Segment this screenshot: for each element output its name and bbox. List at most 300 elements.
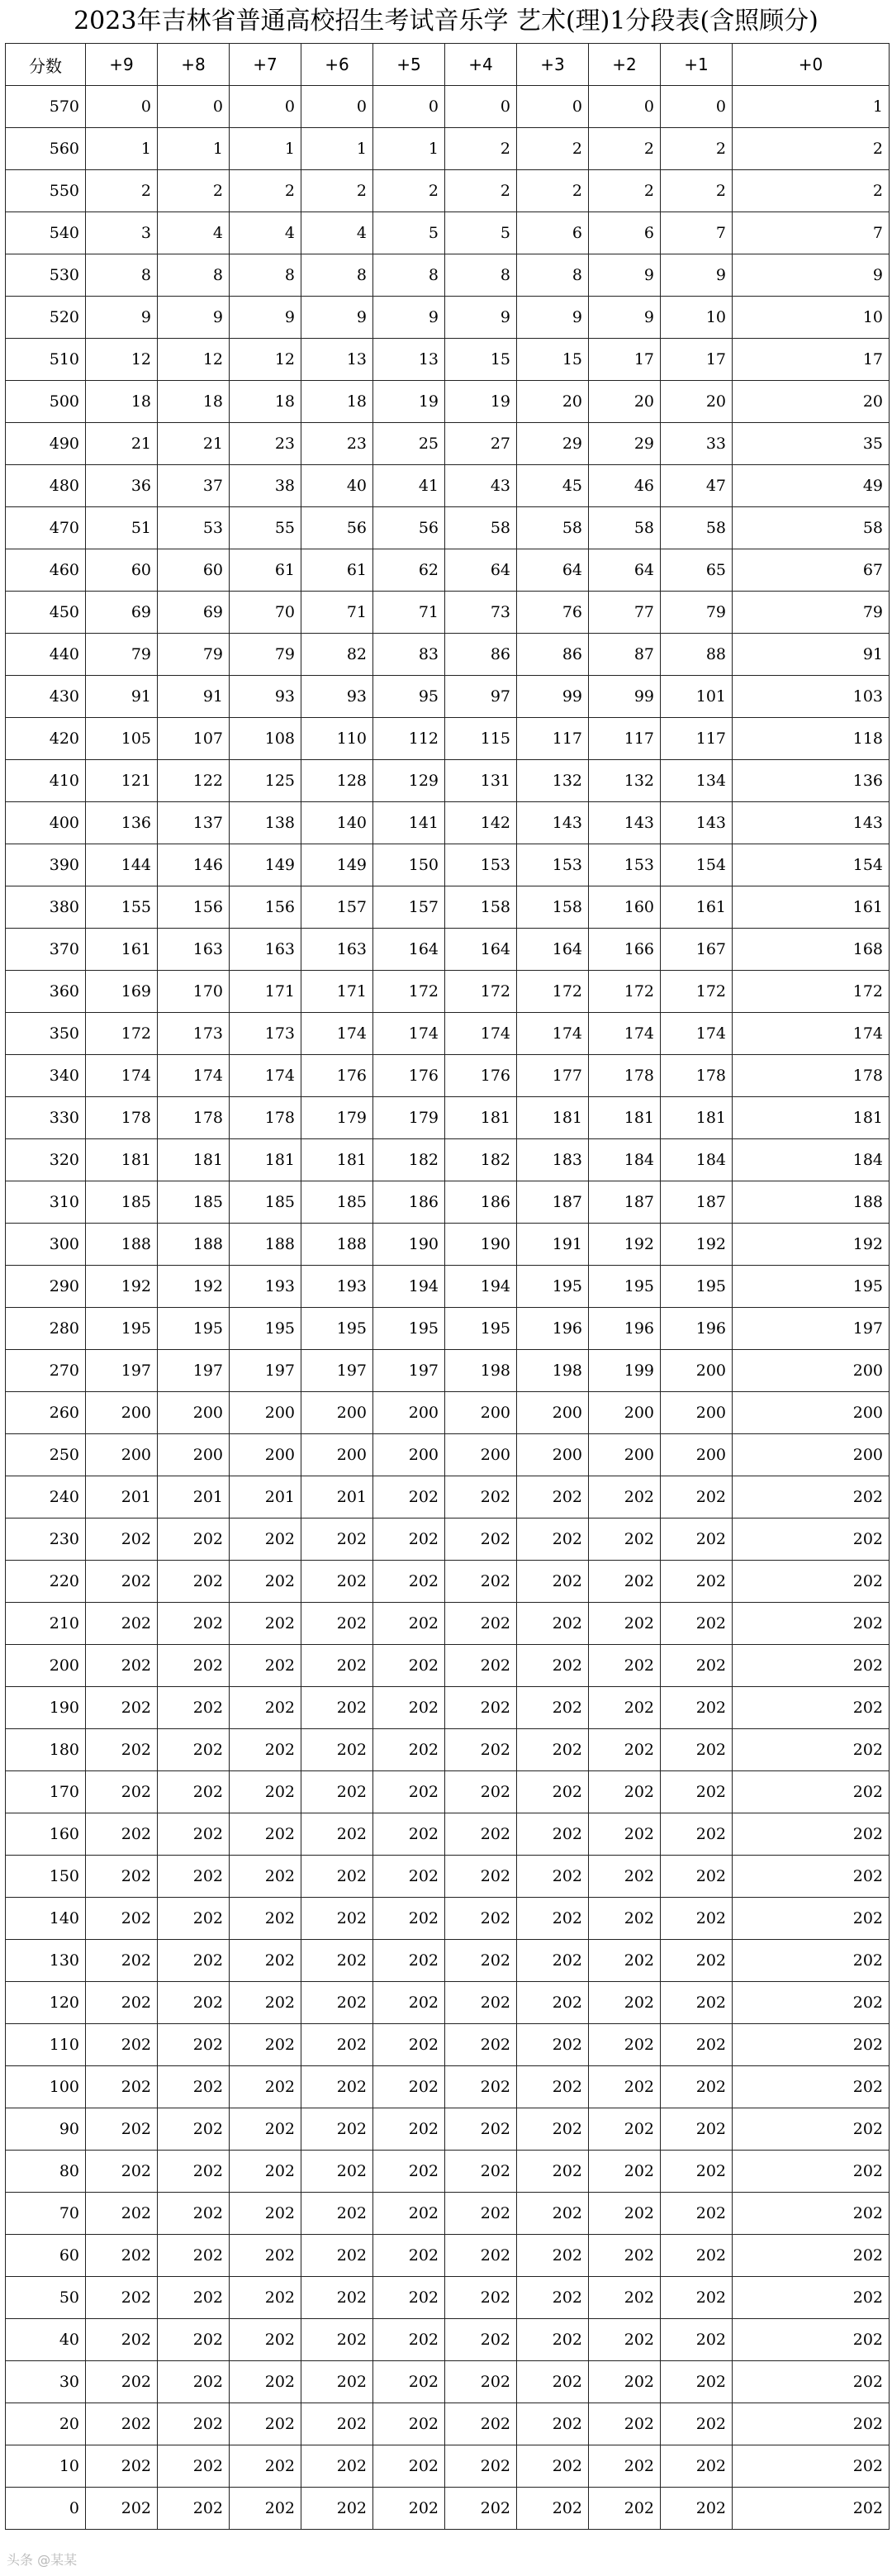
count-cell: 163 <box>158 929 230 971</box>
count-cell: 178 <box>733 1055 890 1097</box>
count-cell: 202 <box>589 2235 661 2277</box>
count-cell: 95 <box>373 676 445 718</box>
count-cell: 51 <box>86 507 158 549</box>
table-row <box>6 929 890 971</box>
count-cell: 202 <box>230 1603 301 1645</box>
count-cell: 187 <box>589 1181 661 1224</box>
count-cell: 15 <box>445 339 517 381</box>
count-cell: 65 <box>661 549 733 592</box>
count-cell: 2 <box>661 128 733 170</box>
count-cell: 202 <box>661 1519 733 1561</box>
count-cell: 184 <box>733 1139 890 1181</box>
count-cell: 202 <box>733 1982 890 2024</box>
count-cell: 196 <box>517 1308 589 1350</box>
count-cell: 202 <box>230 1856 301 1898</box>
count-cell: 202 <box>517 1476 589 1519</box>
count-cell: 9 <box>86 297 158 339</box>
count-cell: 202 <box>158 2235 230 2277</box>
count-cell: 1 <box>301 128 373 170</box>
count-cell: 202 <box>373 1898 445 1940</box>
count-cell: 202 <box>445 1898 517 1940</box>
count-cell: 46 <box>589 465 661 507</box>
score-cell: 160 <box>6 1813 86 1856</box>
count-cell: 202 <box>301 1603 373 1645</box>
count-cell: 0 <box>445 86 517 128</box>
count-cell: 202 <box>733 1729 890 1771</box>
count-cell: 202 <box>661 2066 733 2108</box>
count-cell: 64 <box>517 549 589 592</box>
score-cell: 460 <box>6 549 86 592</box>
table-row <box>6 971 890 1013</box>
count-cell: 202 <box>373 1687 445 1729</box>
count-cell: 202 <box>661 1856 733 1898</box>
count-cell: 202 <box>661 2193 733 2235</box>
count-cell: 141 <box>373 802 445 844</box>
count-cell: 10 <box>661 297 733 339</box>
count-cell: 79 <box>661 592 733 634</box>
count-cell: 25 <box>373 423 445 465</box>
count-cell: 2 <box>445 170 517 212</box>
count-cell: 185 <box>301 1181 373 1224</box>
count-cell: 202 <box>373 2108 445 2151</box>
table-row <box>6 2361 890 2403</box>
count-cell: 202 <box>445 1603 517 1645</box>
score-cell: 30 <box>6 2361 86 2403</box>
count-cell: 194 <box>445 1266 517 1308</box>
count-cell: 36 <box>86 465 158 507</box>
count-cell: 202 <box>230 2319 301 2361</box>
count-cell: 185 <box>86 1181 158 1224</box>
count-cell: 132 <box>517 760 589 802</box>
score-cell: 10 <box>6 2445 86 2488</box>
count-cell: 202 <box>733 2445 890 2488</box>
column-header-offset: +3 <box>517 44 589 86</box>
count-cell: 7 <box>733 212 890 254</box>
count-cell: 43 <box>445 465 517 507</box>
count-cell: 195 <box>230 1308 301 1350</box>
count-cell: 202 <box>158 2361 230 2403</box>
count-cell: 202 <box>301 2403 373 2445</box>
count-cell: 202 <box>373 2235 445 2277</box>
count-cell: 9 <box>158 297 230 339</box>
column-header-offset: +2 <box>589 44 661 86</box>
count-cell: 202 <box>661 1645 733 1687</box>
table-row <box>6 212 890 254</box>
table-row <box>6 1813 890 1856</box>
count-cell: 200 <box>230 1434 301 1476</box>
count-cell: 79 <box>230 634 301 676</box>
count-cell: 9 <box>517 297 589 339</box>
count-cell: 202 <box>230 2277 301 2319</box>
count-cell: 184 <box>661 1139 733 1181</box>
count-cell: 202 <box>86 1898 158 1940</box>
count-cell: 117 <box>589 718 661 760</box>
count-cell: 70 <box>230 592 301 634</box>
count-cell: 157 <box>301 886 373 929</box>
count-cell: 202 <box>589 2193 661 2235</box>
count-cell: 4 <box>158 212 230 254</box>
count-cell: 143 <box>661 802 733 844</box>
table-row <box>6 1729 890 1771</box>
count-cell: 193 <box>301 1266 373 1308</box>
count-cell: 13 <box>301 339 373 381</box>
score-cell: 500 <box>6 381 86 423</box>
score-cell: 120 <box>6 1982 86 2024</box>
table-row <box>6 1856 890 1898</box>
count-cell: 198 <box>445 1350 517 1392</box>
table-header-row <box>6 44 890 86</box>
count-cell: 202 <box>373 1476 445 1519</box>
count-cell: 202 <box>733 2403 890 2445</box>
count-cell: 202 <box>373 1813 445 1856</box>
count-cell: 202 <box>733 1476 890 1519</box>
count-cell: 2 <box>86 170 158 212</box>
count-cell: 202 <box>158 1519 230 1561</box>
count-cell: 161 <box>661 886 733 929</box>
table-row <box>6 128 890 170</box>
count-cell: 202 <box>733 1856 890 1898</box>
table-row <box>6 676 890 718</box>
count-cell: 161 <box>86 929 158 971</box>
count-cell: 29 <box>517 423 589 465</box>
count-cell: 185 <box>230 1181 301 1224</box>
count-cell: 202 <box>373 1519 445 1561</box>
count-cell: 181 <box>158 1139 230 1181</box>
count-cell: 202 <box>301 2193 373 2235</box>
count-cell: 5 <box>373 212 445 254</box>
table-row <box>6 592 890 634</box>
count-cell: 200 <box>86 1434 158 1476</box>
count-cell: 202 <box>158 2151 230 2193</box>
count-cell: 201 <box>86 1476 158 1519</box>
count-cell: 76 <box>517 592 589 634</box>
count-cell: 202 <box>445 1771 517 1813</box>
count-cell: 202 <box>445 1687 517 1729</box>
table-row <box>6 1982 890 2024</box>
table-row <box>6 507 890 549</box>
count-cell: 202 <box>445 2319 517 2361</box>
count-cell: 196 <box>661 1308 733 1350</box>
count-cell: 188 <box>301 1224 373 1266</box>
count-cell: 202 <box>86 1561 158 1603</box>
count-cell: 200 <box>373 1434 445 1476</box>
count-cell: 181 <box>733 1097 890 1139</box>
count-cell: 87 <box>589 634 661 676</box>
count-cell: 202 <box>733 1561 890 1603</box>
count-cell: 202 <box>373 2445 445 2488</box>
table-row <box>6 2403 890 2445</box>
count-cell: 200 <box>733 1350 890 1392</box>
score-cell: 0 <box>6 2488 86 2530</box>
count-cell: 192 <box>86 1266 158 1308</box>
count-cell: 202 <box>445 1982 517 2024</box>
count-cell: 202 <box>158 1771 230 1813</box>
count-cell: 202 <box>589 1813 661 1856</box>
count-cell: 176 <box>445 1055 517 1097</box>
count-cell: 192 <box>589 1224 661 1266</box>
count-cell: 202 <box>589 1561 661 1603</box>
count-cell: 2 <box>230 170 301 212</box>
count-cell: 202 <box>301 2361 373 2403</box>
count-cell: 202 <box>158 1603 230 1645</box>
count-cell: 181 <box>86 1139 158 1181</box>
table-row <box>6 2193 890 2235</box>
count-cell: 202 <box>301 2066 373 2108</box>
page-title: 2023年吉林省普通高校招生考试音乐学 艺术(理)1分段表(含照顾分) <box>74 7 818 36</box>
table-row <box>6 465 890 507</box>
count-cell: 172 <box>445 971 517 1013</box>
count-cell: 10 <box>733 297 890 339</box>
table-row <box>6 1308 890 1350</box>
count-cell: 202 <box>86 2319 158 2361</box>
table-row <box>6 1898 890 1940</box>
count-cell: 202 <box>445 1940 517 1982</box>
count-cell: 202 <box>158 1645 230 1687</box>
count-cell: 202 <box>301 1645 373 1687</box>
count-cell: 202 <box>661 1982 733 2024</box>
count-cell: 202 <box>517 2319 589 2361</box>
count-cell: 202 <box>589 2277 661 2319</box>
count-cell: 202 <box>373 2488 445 2530</box>
count-cell: 187 <box>517 1181 589 1224</box>
count-cell: 2 <box>517 128 589 170</box>
count-cell: 202 <box>373 1603 445 1645</box>
count-cell: 202 <box>301 1729 373 1771</box>
count-cell: 118 <box>733 718 890 760</box>
score-cell: 540 <box>6 212 86 254</box>
count-cell: 20 <box>661 381 733 423</box>
count-cell: 202 <box>517 2108 589 2151</box>
count-cell: 174 <box>230 1055 301 1097</box>
count-cell: 202 <box>733 2235 890 2277</box>
count-cell: 171 <box>301 971 373 1013</box>
count-cell: 202 <box>733 1687 890 1729</box>
count-cell: 202 <box>661 2361 733 2403</box>
column-header-score: 分数 <box>6 44 86 86</box>
count-cell: 172 <box>733 971 890 1013</box>
table-row <box>6 1603 890 1645</box>
count-cell: 202 <box>517 1645 589 1687</box>
count-cell: 198 <box>517 1350 589 1392</box>
count-cell: 17 <box>589 339 661 381</box>
count-cell: 202 <box>517 1603 589 1645</box>
count-cell: 202 <box>86 2066 158 2108</box>
count-cell: 58 <box>445 507 517 549</box>
count-cell: 82 <box>301 634 373 676</box>
count-cell: 202 <box>230 1813 301 1856</box>
count-cell: 178 <box>158 1097 230 1139</box>
count-cell: 202 <box>445 2066 517 2108</box>
count-cell: 202 <box>733 2108 890 2151</box>
count-cell: 23 <box>230 423 301 465</box>
count-cell: 160 <box>589 886 661 929</box>
count-cell: 69 <box>86 592 158 634</box>
count-cell: 202 <box>158 1856 230 1898</box>
count-cell: 18 <box>301 381 373 423</box>
count-cell: 202 <box>445 1645 517 1687</box>
count-cell: 202 <box>158 2193 230 2235</box>
count-cell: 200 <box>589 1434 661 1476</box>
count-cell: 117 <box>517 718 589 760</box>
score-cell: 510 <box>6 339 86 381</box>
count-cell: 185 <box>158 1181 230 1224</box>
count-cell: 91 <box>158 676 230 718</box>
table-row <box>6 1476 890 1519</box>
count-cell: 1 <box>86 128 158 170</box>
count-cell: 77 <box>589 592 661 634</box>
count-cell: 202 <box>230 1982 301 2024</box>
count-cell: 202 <box>158 2024 230 2066</box>
count-cell: 202 <box>373 2151 445 2193</box>
count-cell: 202 <box>301 1940 373 1982</box>
count-cell: 58 <box>661 507 733 549</box>
count-cell: 186 <box>445 1181 517 1224</box>
count-cell: 143 <box>589 802 661 844</box>
count-cell: 8 <box>158 254 230 297</box>
table-row <box>6 1139 890 1181</box>
count-cell: 115 <box>445 718 517 760</box>
count-cell: 183 <box>517 1139 589 1181</box>
count-cell: 187 <box>661 1181 733 1224</box>
count-cell: 202 <box>158 1898 230 1940</box>
count-cell: 195 <box>661 1266 733 1308</box>
count-cell: 202 <box>661 1603 733 1645</box>
count-cell: 202 <box>445 2361 517 2403</box>
column-header-offset: +8 <box>158 44 230 86</box>
count-cell: 45 <box>517 465 589 507</box>
count-cell: 172 <box>373 971 445 1013</box>
count-cell: 154 <box>661 844 733 886</box>
count-cell: 202 <box>589 2403 661 2445</box>
count-cell: 202 <box>733 1813 890 1856</box>
count-cell: 20 <box>733 381 890 423</box>
table-row <box>6 1561 890 1603</box>
count-cell: 60 <box>158 549 230 592</box>
count-cell: 202 <box>301 2319 373 2361</box>
count-cell: 197 <box>301 1350 373 1392</box>
count-cell: 202 <box>373 2277 445 2319</box>
score-cell: 50 <box>6 2277 86 2319</box>
count-cell: 202 <box>445 2193 517 2235</box>
count-cell: 202 <box>301 2108 373 2151</box>
score-cell: 530 <box>6 254 86 297</box>
count-cell: 163 <box>301 929 373 971</box>
count-cell: 202 <box>230 1519 301 1561</box>
count-cell: 9 <box>230 297 301 339</box>
count-cell: 33 <box>661 423 733 465</box>
count-cell: 202 <box>301 2277 373 2319</box>
count-cell: 62 <box>373 549 445 592</box>
count-cell: 202 <box>445 1561 517 1603</box>
score-cell: 360 <box>6 971 86 1013</box>
count-cell: 12 <box>158 339 230 381</box>
count-cell: 202 <box>86 1687 158 1729</box>
count-cell: 202 <box>517 2361 589 2403</box>
score-cell: 450 <box>6 592 86 634</box>
count-cell: 202 <box>661 2445 733 2488</box>
count-cell: 202 <box>445 2277 517 2319</box>
count-cell: 202 <box>661 1940 733 1982</box>
table-row <box>6 1181 890 1224</box>
count-cell: 200 <box>733 1392 890 1434</box>
table-row <box>6 339 890 381</box>
table-row <box>6 844 890 886</box>
count-cell: 195 <box>517 1266 589 1308</box>
table-row <box>6 2235 890 2277</box>
count-cell: 202 <box>517 2066 589 2108</box>
count-cell: 202 <box>445 2445 517 2488</box>
count-cell: 202 <box>373 2319 445 2361</box>
column-header-offset: +6 <box>301 44 373 86</box>
count-cell: 202 <box>589 1982 661 2024</box>
table-row <box>6 2024 890 2066</box>
count-cell: 202 <box>733 2319 890 2361</box>
count-cell: 202 <box>661 2235 733 2277</box>
count-cell: 174 <box>733 1013 890 1055</box>
count-cell: 202 <box>373 2024 445 2066</box>
count-cell: 154 <box>733 844 890 886</box>
count-cell: 202 <box>517 1982 589 2024</box>
count-cell: 200 <box>517 1434 589 1476</box>
score-cell: 250 <box>6 1434 86 1476</box>
count-cell: 181 <box>517 1097 589 1139</box>
count-cell: 86 <box>517 634 589 676</box>
count-cell: 202 <box>86 2151 158 2193</box>
count-cell: 188 <box>86 1224 158 1266</box>
count-cell: 202 <box>158 1729 230 1771</box>
count-cell: 0 <box>230 86 301 128</box>
count-cell: 67 <box>733 549 890 592</box>
count-cell: 71 <box>301 592 373 634</box>
table-row <box>6 2066 890 2108</box>
count-cell: 202 <box>589 2066 661 2108</box>
count-cell: 202 <box>230 1729 301 1771</box>
count-cell: 156 <box>230 886 301 929</box>
count-cell: 61 <box>301 549 373 592</box>
score-cell: 230 <box>6 1519 86 1561</box>
count-cell: 172 <box>86 1013 158 1055</box>
count-cell: 202 <box>661 2277 733 2319</box>
count-cell: 169 <box>86 971 158 1013</box>
count-cell: 37 <box>158 465 230 507</box>
count-cell: 18 <box>230 381 301 423</box>
score-cell: 60 <box>6 2235 86 2277</box>
score-cell: 100 <box>6 2066 86 2108</box>
count-cell: 61 <box>230 549 301 592</box>
count-cell: 200 <box>301 1392 373 1434</box>
count-cell: 202 <box>301 2235 373 2277</box>
count-cell: 200 <box>661 1392 733 1434</box>
count-cell: 178 <box>589 1055 661 1097</box>
count-cell: 202 <box>589 2361 661 2403</box>
count-cell: 9 <box>301 297 373 339</box>
score-cell: 380 <box>6 886 86 929</box>
count-cell: 2 <box>733 170 890 212</box>
count-cell: 2 <box>158 170 230 212</box>
count-cell: 202 <box>517 1856 589 1898</box>
count-cell: 4 <box>301 212 373 254</box>
count-cell: 202 <box>517 2403 589 2445</box>
count-cell: 202 <box>373 1982 445 2024</box>
count-cell: 58 <box>517 507 589 549</box>
count-cell: 0 <box>158 86 230 128</box>
count-cell: 3 <box>86 212 158 254</box>
count-cell: 2 <box>589 170 661 212</box>
score-cell: 550 <box>6 170 86 212</box>
count-cell: 197 <box>158 1350 230 1392</box>
count-cell: 71 <box>373 592 445 634</box>
score-cell: 70 <box>6 2193 86 2235</box>
